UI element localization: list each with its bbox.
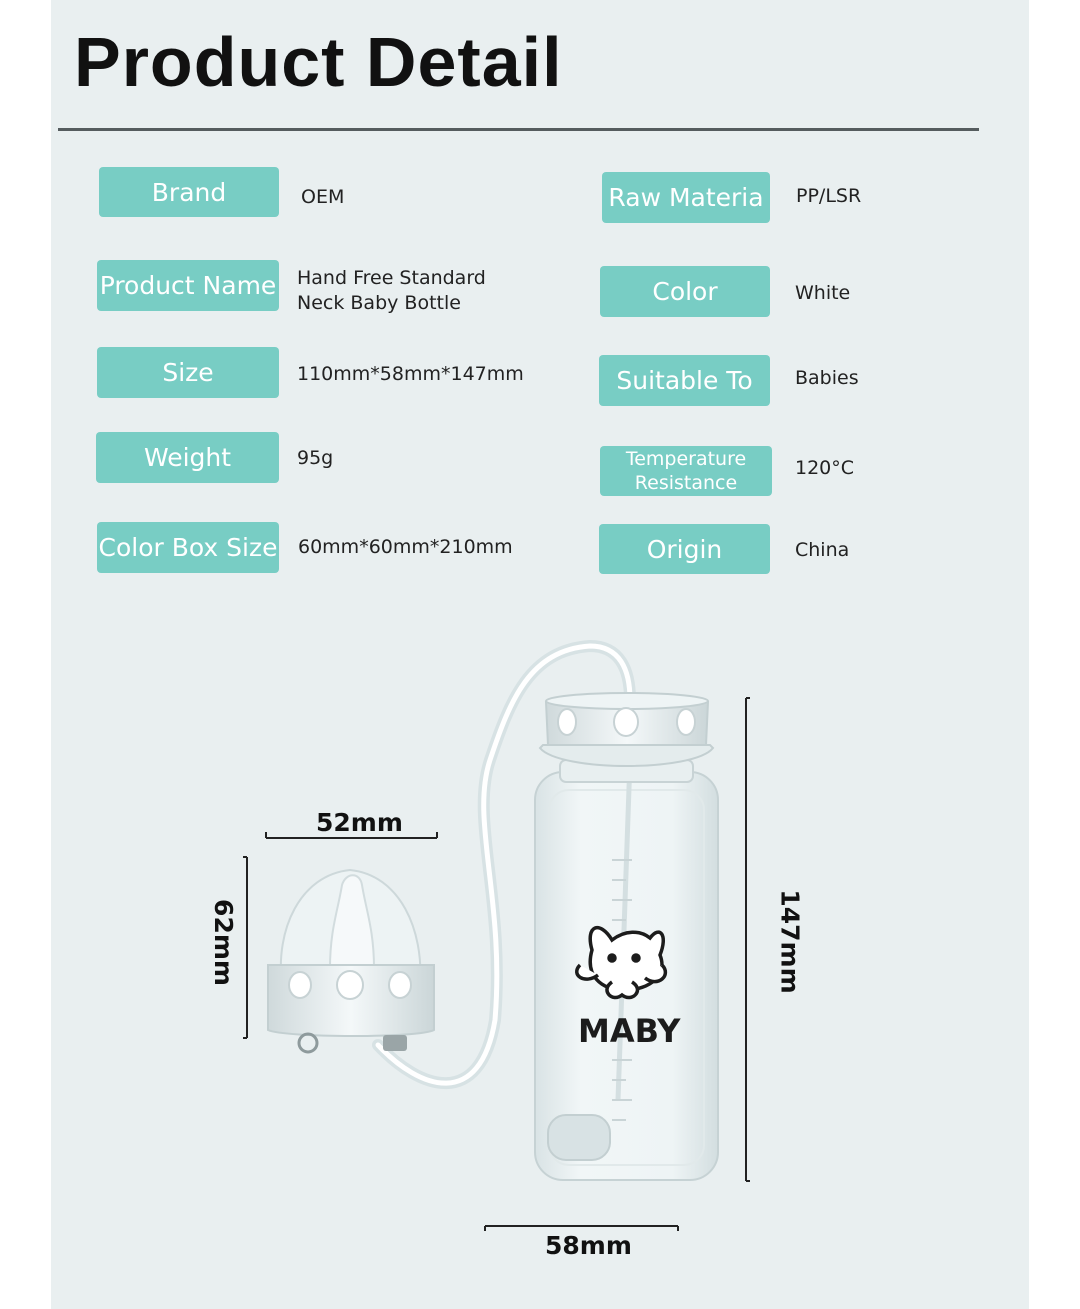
tube-connector	[383, 1035, 407, 1051]
spec-label-weight: Weight	[96, 432, 279, 483]
cap-hole-right	[677, 709, 695, 735]
product-name-line-1: Hand Free Standard	[297, 267, 486, 289]
spec-label-color-box-size: Color Box Size	[97, 522, 279, 573]
spec-value-brand: OEM	[301, 186, 345, 208]
page-title: Product Detail	[74, 23, 563, 101]
spec-value-weight: 95g	[297, 447, 334, 469]
dimension-label-nipple-width: 52mm	[316, 808, 403, 837]
base-hole-center	[337, 971, 363, 999]
tube-clip	[299, 1034, 317, 1052]
spec-label-color: Color	[600, 266, 770, 317]
spec-value-origin: China	[795, 539, 850, 561]
temperature-label-line-2: Resistance	[634, 472, 738, 494]
cap-hole-left	[558, 709, 576, 735]
base-hole-right	[389, 972, 411, 998]
spec-label-product-name: Product Name	[97, 260, 279, 311]
weighted-ball	[548, 1115, 610, 1160]
spec-value-temperature-resistance: 120°C	[795, 457, 855, 479]
spec-label-suitable-to: Suitable To	[599, 355, 770, 406]
dimension-label-nipple-height: 62mm	[208, 899, 238, 986]
spec-label-brand: Brand	[99, 167, 279, 217]
cap-top	[546, 693, 708, 709]
dimension-label-bottle-height: 147mm	[775, 889, 805, 994]
spec-value-color: White	[795, 282, 851, 304]
temperature-label-line-1: Temperature	[625, 448, 747, 470]
dimension-label-bottle-width: 58mm	[545, 1231, 632, 1260]
spec-value-raw-material: PP/LSR	[796, 185, 862, 207]
spec-label-origin: Origin	[599, 524, 770, 574]
spec-label-size: Size	[97, 347, 279, 398]
spec-value-suitable-to: Babies	[795, 367, 859, 389]
base-hole-left	[289, 972, 311, 998]
bottle-logo: MABY	[578, 1012, 681, 1050]
spec-value-size: 110mm*58mm*147mm	[297, 363, 524, 385]
spec-label-raw-material: Raw Materia	[602, 172, 770, 223]
product-name-line-2: Neck Baby Bottle	[297, 292, 461, 314]
spec-value-color-box-size: 60mm*60mm*210mm	[298, 536, 513, 558]
cap-hole-center	[614, 708, 638, 736]
